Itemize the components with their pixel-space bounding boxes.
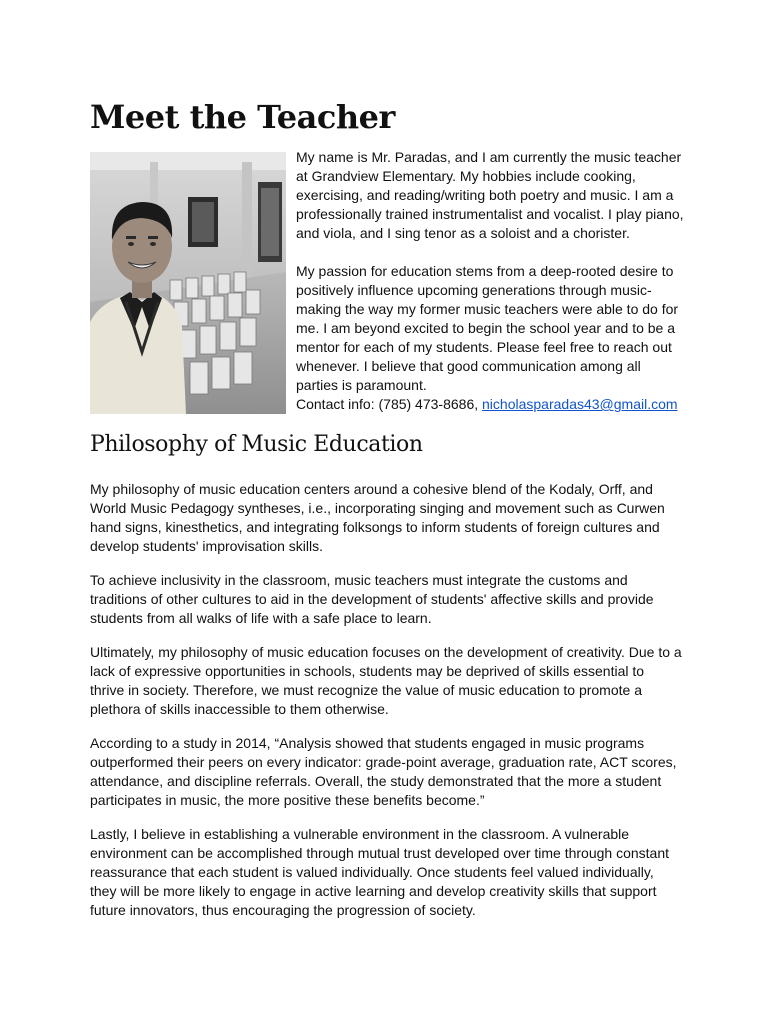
philosophy-section (90, 480, 682, 935)
email-link[interactable]: nicholasparadas43@gmail.com (482, 396, 678, 412)
section-heading: Philosophy of Music Education (90, 432, 423, 457)
contact-info (296, 395, 686, 414)
intro-paragraph: My passion for education stems from a deep-rooted desire to positively influence upcoming generations through music-making the way my former music teachers were able to do for me. I am beyond excited to begin the school year and to be a mentor for each of my students. Please feel free to reach out whenever. I believe that good communication among all parties is paramount. (296, 263, 679, 393)
intro-section (296, 148, 686, 414)
contact-label: Contact info: (785) 473-8686, (296, 396, 483, 412)
page-title: Meet the Teacher (90, 98, 395, 136)
philosophy-paragraph: According to a study in 2014, “Analysis showed that students engaged in music programs outperformed their peers on every indicator: grade-point average, graduation rate, ACT scores, attendance, and discipline referrals. Overall, the study demonstrated that the more a student participates in music, the more positive these benefits become.” (90, 735, 677, 808)
philosophy-paragraph: Lastly, I believe in establishing a vulnerable environment in the classroom. A vulnerable environment can be accomplished through mutual trust developed over time through constant reassurance that each student is valued individually. Once students feel valued individually, they will be more likely to engage in active learning and develop creativity skills that support future innovators, thus encouraging the progression of society. (90, 826, 670, 918)
teacher-photo (90, 152, 286, 414)
philosophy-paragraph: To achieve inclusivity in the classroom, music teachers must integrate the customs and traditions of other cultures to aid in the development of students' affective skills and provide students from all walks of life with a safe place to learn. (90, 572, 654, 626)
teacher-photo-image (90, 152, 286, 414)
intro-paragraph: My name is Mr. Paradas, and I am currently the music teacher at Grandview Elementary. My hobbies include cooking, exercising, and reading/writing both poetry and music. I am a professionally trained instrumentalist and vocalist. I play piano, and viola, and I sing tenor as a soloist and a chorister. (296, 149, 684, 241)
philosophy-paragraph: My philosophy of music education centers around a cohesive blend of the Kodaly, Orff, and World Music Pedagogy syntheses, i.e., incorporating singing and movement such as Curwen hand signs, kinesthetics, and integrating folksongs to inform students of foreign cultures and develop students' improvisation skills. (90, 481, 665, 554)
philosophy-paragraph: Ultimately, my philosophy of music education focuses on the development of creativity. Due to a lack of expressive opportunities in schools, students may be deprived of skills essential to thrive in society. Therefore, we must recognize the value of music education to promote a plethora of skills inaccessible to them otherwise. (90, 644, 682, 717)
